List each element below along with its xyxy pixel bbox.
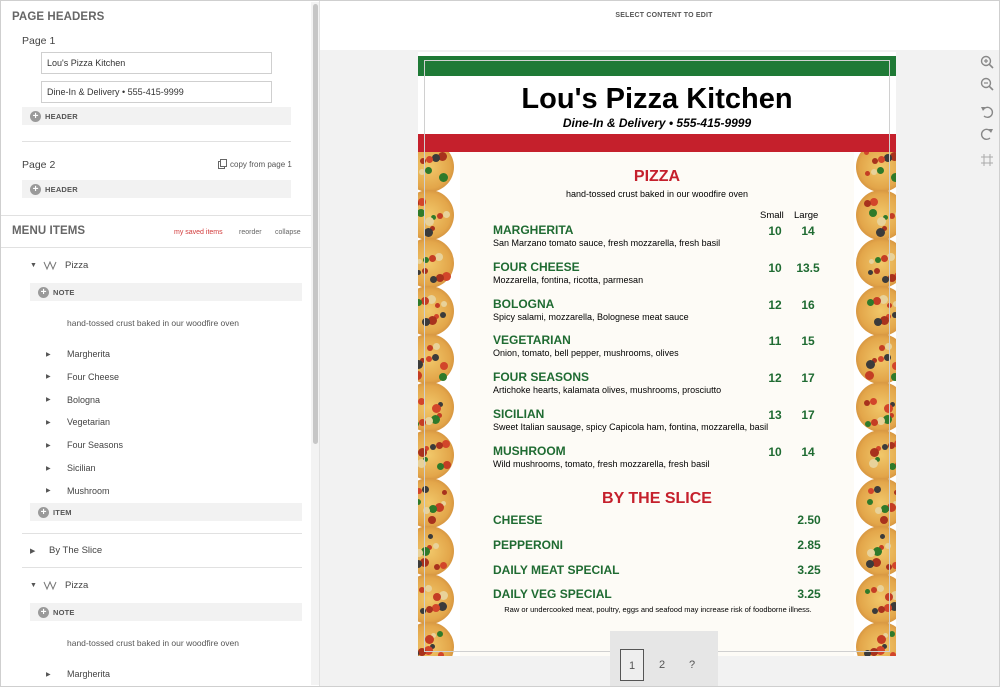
tree-item[interactable]: ▶ Margherita	[46, 669, 111, 679]
slice-price[interactable]: 3.25	[797, 562, 821, 577]
slice-price[interactable]: 2.50	[797, 513, 821, 527]
page-headers-title: PAGE HEADERS	[12, 11, 105, 23]
menu-item-desc[interactable]: Artichoke hearts, kalamata olives, mushrooms, prosciutto	[493, 385, 722, 396]
price-small[interactable]: 12	[768, 297, 782, 312]
caret-right-icon: ▶	[46, 488, 51, 495]
caret-right-icon: ▶	[46, 442, 51, 449]
tree-item[interactable]: ▶ Bologna	[46, 394, 101, 405]
my-saved-items-link[interactable]: my saved items	[174, 229, 223, 236]
menu-item-desc[interactable]: Mozzarella, fontina, ricotta, parmesan	[493, 274, 644, 285]
col-small: Small	[760, 210, 784, 221]
caret-down-icon: ▼	[30, 582, 37, 589]
menu-item-name[interactable]: MARGHERITA	[493, 223, 574, 237]
price-large[interactable]: 15	[801, 334, 815, 349]
plus-icon: +	[38, 607, 49, 618]
price-small[interactable]: 12	[768, 371, 782, 386]
section-pizza-2-toggle[interactable]: ▼ Pizza	[30, 580, 89, 591]
reorder-link[interactable]: reorder	[239, 229, 262, 236]
collapse-link[interactable]: collapse	[275, 229, 301, 236]
plus-icon: +	[30, 184, 41, 195]
slice-item-name[interactable]: CHEESE	[493, 513, 543, 527]
menu-item-desc[interactable]: San Marzano tomato sauce, fresh mozzarella, fresh basil	[493, 238, 721, 248]
menu-item-name[interactable]: BOLOGNA	[493, 296, 555, 311]
caret-right-icon: ▶	[46, 419, 51, 426]
slice-item-name[interactable]: DAILY VEG SPECIAL	[493, 587, 612, 602]
section-note-text-2[interactable]: hand-tossed crust baked in our woodfire oven	[67, 638, 239, 648]
tree-item[interactable]: ▶ Sicilian	[46, 463, 96, 473]
price-small[interactable]: 10	[768, 444, 782, 459]
caret-right-icon: ▶	[46, 465, 51, 472]
menu-item-desc[interactable]: Onion, tomato, bell pepper, mushrooms, olives	[493, 348, 679, 359]
plus-icon: +	[38, 507, 49, 518]
add-note-button-2[interactable]: + NOTE	[30, 603, 302, 621]
price-small[interactable]: 10	[768, 224, 782, 238]
menu-item-name[interactable]: VEGETARIAN	[493, 333, 571, 348]
price-small[interactable]: 13	[768, 408, 782, 422]
tree-item[interactable]: ▶ Vegetarian	[46, 417, 111, 428]
price-large[interactable]: 13.5	[796, 260, 820, 275]
menu-subtitle[interactable]: Dine-In & Delivery • 555-415-9999	[562, 116, 752, 130]
pizza-note[interactable]: hand-tossed crust baked in our woodfire oven	[565, 189, 749, 199]
add-header-button-page2[interactable]: + HEADER	[22, 180, 291, 198]
menu-item-name[interactable]: FOUR SEASONS	[493, 370, 590, 385]
caret-right-icon: ▶	[46, 351, 51, 358]
caret-right-icon: ▶	[46, 374, 51, 381]
page-tab-1[interactable]: 1	[620, 649, 644, 681]
footnote[interactable]: Raw or undercooked meat, poultry, eggs and seafood may increase risk of foodborne illness.	[504, 605, 812, 614]
tree-item[interactable]: ▶ Four Seasons	[46, 440, 124, 451]
menu-title[interactable]: Lou's Pizza Kitchen	[521, 83, 793, 115]
section-pizza-toggle[interactable]: ▼ Pizza	[30, 260, 89, 271]
price-small[interactable]: 10	[768, 260, 782, 275]
slice-price[interactable]: 2.85	[797, 537, 821, 552]
section-by-the-slice-toggle[interactable]: ▶ By The Slice	[30, 545, 103, 556]
menu-item-name[interactable]: MUSHROOM	[493, 443, 566, 458]
menu-items-title: MENU ITEMS	[12, 225, 86, 237]
caret-right-icon: ▶	[30, 547, 36, 555]
price-large[interactable]: 17	[801, 371, 815, 386]
pizza-heading[interactable]: PIZZA	[633, 168, 681, 185]
copy-from-page1-link[interactable]: copy from page 1	[218, 159, 292, 169]
menu-item-name[interactable]: SICILIAN	[493, 407, 545, 421]
price-small[interactable]: 11	[768, 334, 782, 349]
section-note-text[interactable]: hand-tossed crust baked in our woodfire oven	[67, 318, 239, 328]
page-tab-2[interactable]: 2	[658, 659, 666, 671]
plus-icon: +	[38, 287, 49, 298]
slice-price[interactable]: 3.25	[797, 587, 821, 602]
price-large[interactable]: 17	[801, 408, 815, 422]
caret-right-icon: ▶	[46, 397, 51, 404]
select-content-label: SELECT CONTENT TO EDIT	[615, 12, 713, 19]
tree-item[interactable]: ▶ Margherita	[46, 349, 111, 359]
menu-item-desc[interactable]: Sweet Italian sausage, spicy Capicola ham, fontina, mozzarella, basil	[493, 422, 769, 432]
menu-item-desc[interactable]: Spicy salami, mozzarella, Bolognese meat sauce	[493, 311, 689, 322]
plus-icon: +	[30, 111, 41, 122]
col-large: Large	[794, 210, 819, 221]
menu-item-name[interactable]: FOUR CHEESE	[493, 259, 580, 274]
page1-label: Page 1	[22, 35, 56, 47]
caret-down-icon: ▼	[30, 262, 37, 269]
add-note-button[interactable]: + NOTE	[30, 283, 302, 301]
add-header-button[interactable]: + HEADER	[22, 107, 291, 125]
slice-item-name[interactable]: DAILY MEAT SPECIAL	[493, 562, 620, 577]
price-large[interactable]: 14	[801, 224, 815, 238]
slice-heading[interactable]: BY THE SLICE	[602, 490, 712, 507]
page-help[interactable]: ?	[688, 659, 696, 671]
slice-item-name[interactable]: PEPPERONI	[493, 537, 564, 552]
page2-label: Page 2	[22, 159, 56, 171]
price-large[interactable]: 14	[801, 444, 815, 459]
price-large[interactable]: 16	[801, 297, 815, 312]
caret-right-icon: ▶	[46, 671, 51, 678]
add-item-button[interactable]: + ITEM	[30, 503, 302, 521]
menu-item-desc[interactable]: Wild mushrooms, tomato, fresh mozzarella, fresh basil	[493, 458, 710, 469]
tree-item[interactable]: ▶ Four Cheese	[46, 371, 120, 382]
tree-item[interactable]: ▶ Mushroom	[46, 485, 110, 496]
